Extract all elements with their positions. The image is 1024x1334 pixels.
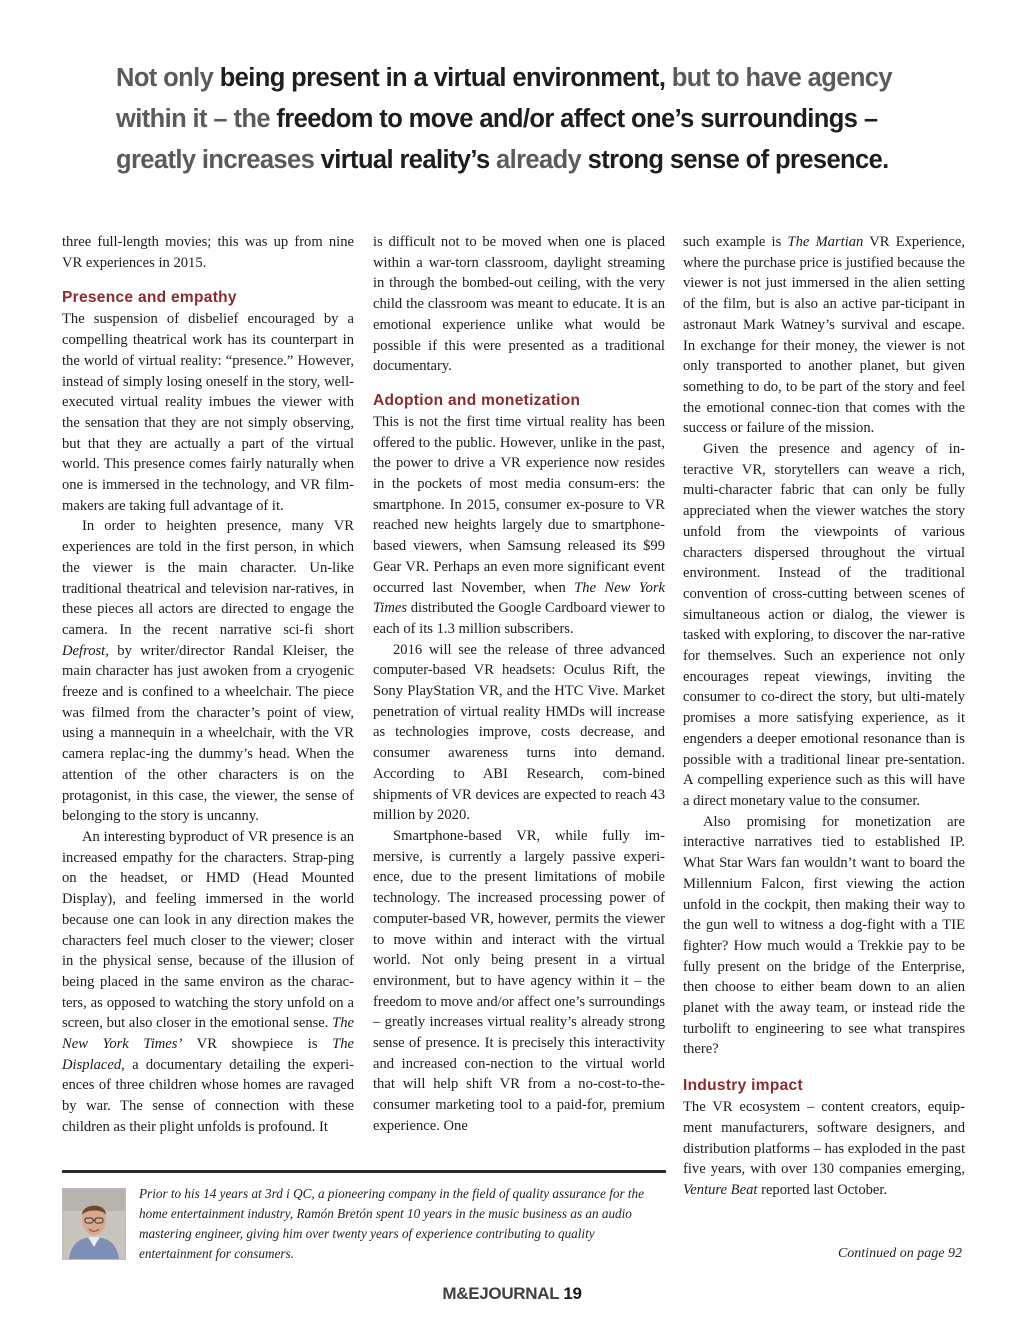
author-photo (62, 1188, 126, 1260)
pull-quote-segment: but to have agency within it – the (116, 64, 892, 133)
pull-quote-segment: greatly increases (116, 146, 321, 174)
paragraph (62, 232, 354, 273)
paragraph (683, 232, 965, 439)
paragraph (373, 640, 665, 826)
author-bio: Prior to his 14 years at 3rd i QC, a pioneering company in the field of quality assurance for the home entertainment industry, Ramón Bretón spent 10 years in the music business as an audio mastering engineer, giving him over twenty years of experience contributing to quality entertainment for consumers. (139, 1186, 644, 1261)
text-run: Also promising for monetization are interactive narratives tied to established IP. What Star Wars fan wouldn’t want to board the Millennium Falcon, first viewing the action unfold in the cockpit, then making their way to the gun well to witness a dog-fight with a TIE fighter? How much would a Trekkie pay to be fully present on the bridge of the Enterprise, then choose to either beam down to an alien planet with the away team, or instead ride the turbolift to engineering to see what transpires there? (683, 813, 965, 1058)
text-run: 2016 will see the release of three advanced computer-based VR headsets: Oculus Rift, the Sony PlayStation VR, and the HTC Vive. Market penetration of virtual reality HMDs will increase as technologies improve, costs decrease, and consumer awareness turns into demand. According to ABI Research, com-bined shipments of VR devices are expected to reach 43 million by 2020. (373, 641, 665, 824)
paragraph (62, 309, 354, 516)
pull-quote-segment: Not only (116, 64, 220, 92)
author-portrait-image (63, 1189, 125, 1259)
paragraph (62, 827, 354, 1138)
text-run: The VR ecosystem – content creators, equip-ment manufacturers, software designers, and distribution platforms – has exploded in the past five years, with over 130 companies emerging, (683, 1099, 965, 1178)
article-column-3 (683, 232, 965, 1201)
paragraph (373, 412, 665, 640)
italic-title: The Martian (787, 234, 864, 250)
text-run: reported last October. (757, 1181, 888, 1198)
text-run: VR Experience, where the purchase price is justified because the viewer is not just immersed in the alien setting of the film, but is also an active par-ticipant in astronaut Mark Watney’s survival and escape. In exchange for their money, the viewer is not only transported to another planet, but given something to do, to be part of the story and feel the emotional connec-tion that comes with the success or failure of the mission. (683, 234, 965, 437)
paragraph (683, 439, 965, 812)
text-run: a documentary detailing the experi-ences of three children whose homes are ravaged by war. The sense of connection with these children as their plight unfolds is profound. It (62, 1056, 354, 1135)
text-run: The suspension of disbelief encouraged by a compelling theatrical work has its counterpart in the world of virtual reality: “presence.” However, instead of simply losing oneself in the story, well-executed virtual reality imbues the viewer with the sensation that they are not simply observing, but that they are actually a part of the virtual world. This presence comes fairly naturally when one is immersed in the technology, and VR film-makers are taking full advantage of it. (62, 311, 354, 514)
text-run: In order to heighten presence, many VR experiences are told in the first person, in which the viewer is the main character. Un-like traditional theatrical and television nar-ratives, in these pieces all actors are directed to engage the camera. In the recent narrative sci-fi short (62, 518, 354, 638)
journal-name: M&EJOURNAL (442, 1284, 560, 1303)
article-column-2 (373, 232, 665, 1137)
text-run: Presence and empathy (62, 289, 237, 307)
paragraph (683, 812, 965, 1060)
pull-quote-segment: being present in a virtual environment, (219, 64, 672, 92)
text-run: Adoption and monetization (373, 391, 581, 409)
continued-note: Continued on page 92 (837, 1246, 962, 1261)
text-run: such example is (683, 234, 788, 250)
pull-quote-segment: virtual reality’s (320, 146, 497, 174)
italic-title: Venture Beat (683, 1181, 758, 1198)
text-run: An interesting byproduct of VR presence is an increased empathy for the characters. Strap-ping on the headset, or HMD (Head Mounted Display), and feeling immersed in the world because one can look in any direction makes the characters feel much closer to the viewer; closer in the physical sense, because of the illusion of being placed in the same environ as the charac-ters, as opposed to watching the story unfold on a screen, but also closer in the emotional sense. (62, 828, 354, 1032)
pull-quote-segment: freedom to move and/or affect one’s surroundings – (276, 105, 878, 133)
text-run: is difficult not to be moved when one is placed within a war-torn classroom, daylight streaming in through the bombed-out ceiling, with the very child the classroom was meant to educate. It is an emotional experience unlike what would be possible if this were presented as a traditional documentary. (373, 234, 665, 375)
paragraph (62, 516, 354, 827)
italic-title: Defrost (62, 642, 106, 659)
italic-title: The New York Times’ (62, 1015, 354, 1053)
bio-divider (62, 1170, 666, 1173)
pull-quote (116, 58, 946, 181)
pull-quote-segment: strong sense of presence. (587, 146, 889, 174)
text-run: Smartphone-based VR, while fully im-mersive, is currently a largely passive experi-ence, due to the present limitations of mobile technology. The increased processing power of computer-based VR, however, permits the viewer to move within and interact with the virtual world. Not only being present in a virtual environment, but to have agency within it – the freedom to move and/or affect one’s surroundings – greatly increases virtual reality’s already strong sense of presence. It is precisely this interactivity and increased con-nection to the virtual world that will help shift VR from a no-cost-to-the-consumer marketing tool to a paid-for, premium experience. One (373, 827, 665, 1134)
text-run: Given the presence and agency of in-teractive VR, storytellers can weave a rich, multi-character fabric that can only be fully appreciated when the viewer watches the story unfold from the viewpoints of various characters dispersed throughout the virtual environment. Instead of the traditional convention of cross-cutting between scenes of simultaneous action or dialog, the viewer is tasked with exploring, to discover the nar-rative for themselves. Such an experience not only encourages repeat viewings, inviting the consumer to co-direct the story, but ulti-mately promises a more satisfying experience, as it engenders a deeper emotional resonance than is possible with a traditional linear pre-sentation. A compelling experience such as this will have a direct monetary value to the consumer. (683, 441, 965, 809)
section-heading (62, 287, 354, 309)
paragraph (373, 826, 665, 1137)
text-run: Industry impact (683, 1077, 803, 1095)
paragraph (683, 1097, 965, 1201)
text-run: VR showpiece is (182, 1036, 333, 1053)
text-run: , by writer/director Randal Kleiser, the main character has just awoken from a cryogenic freeze and is confined to a wheelchair. The piece was filmed from the character’s point of view, using a mannequin in a wheelchair, with the VR camera replac-ing the dummy’s head. When the attention of the other characters is on the protagonist, in this case, the viewer, the sense of belonging to the story is uncanny. (62, 642, 354, 825)
text-run: three full-length movies; this was up from nine VR experiences in 2015. (62, 234, 354, 271)
paragraph (373, 232, 665, 377)
page-number: 19 (563, 1284, 582, 1303)
section-heading (373, 390, 665, 412)
text-run: distributed the Google Cardboard viewer to each of its 1.3 million subscribers. (373, 600, 665, 637)
italic-title: The New York Times (373, 579, 665, 617)
pull-quote-segment: already (496, 146, 588, 174)
text-run: This is not the first time virtual reality has been offered to the public. However, unlike in the past, the power to drive a VR experience now resides in the pockets of most media consum-ers: the smartphone. In 2015, consumer ex-posure to VR reached new heights largely due to smartphone-based viewers, when Samsung released its $99 Gear VR. Perhaps an even more significant event occurred last November, when (373, 413, 665, 596)
article-column-1 (62, 232, 354, 1138)
italic-title: The Displaced, (62, 1036, 354, 1073)
page-footer (0, 1284, 1024, 1304)
section-heading (683, 1075, 965, 1097)
